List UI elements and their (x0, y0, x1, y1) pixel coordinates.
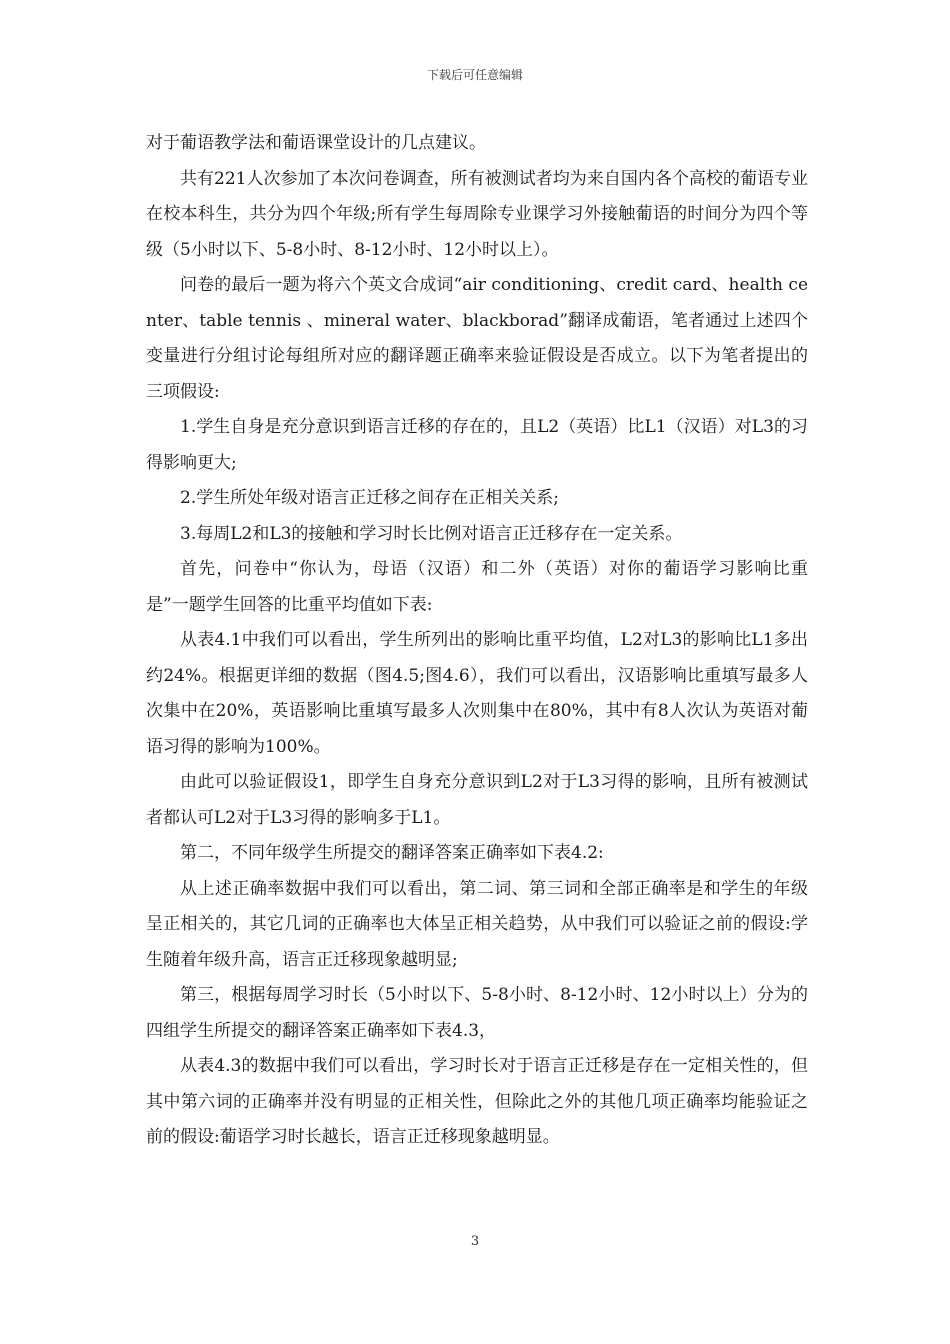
paragraph-11: 从上述正确率数据中我们可以看出，第二词、第三词和全部正确率是和学生的年级呈正相关的，其它几词的正确率也大体呈正相关趋势，从中我们可以验证之前的假设:学生随着年级升高，语言正迁移现象越明显; (146, 878, 808, 970)
paragraph-3: 问卷的最后一题为将六个英文合成词“air conditioning、credit card、health center、table tennis 、mineral water、blackborad”翻译成葡语，笔者通过上述四个变量进行分组讨论每组所对应的翻译题正确率来验证假设是否成立。以下为笔者提出的三项假设: (146, 275, 808, 402)
paragraph-8: 从表4.1中我们可以看出，学生所列出的影响比重平均值，L2对L3的影响比L1多出约24%。根据更详细的数据（图4.5;图4.6），我们可以看出，汉语影响比重填写最多人次集中在20%，英语影响比重填写最多人次则集中在80%，其中有8人次认为英语对葡语习得的影响为100%。 (146, 630, 808, 757)
paragraph-7: 首先，问卷中“你认为，母语（汉语）和二外（英语）对你的葡语学习影响比重是”一题学生回答的比重平均值如下表: (146, 559, 808, 615)
document-body (146, 126, 808, 1156)
hypothesis-1: 1.学生自身是充分意识到语言迁移的存在的，且L2（英语）比L1（汉语）对L3的习得影响更大; (146, 417, 808, 473)
paragraph-2: 共有221人次参加了本次问卷调查，所有被测试者均为来自国内各个高校的葡语专业在校本科生，共分为四个年级;所有学生每周除专业课学习外接触葡语的时间分为四个等级（5小时以下、5-8小时、8-12小时、12小时以上）。 (146, 168, 808, 260)
paragraph-1: 对于葡语教学法和葡语课堂设计的几点建议。 (146, 133, 486, 153)
hypothesis-2: 2.学生所处年级对语言正迁移之间存在正相关关系; (180, 488, 559, 508)
page-header: 下载后可任意编辑 (426, 68, 523, 82)
hypothesis-3: 3.每周L2和L3的接触和学习时长比例对语言正迁移存在一定关系。 (180, 523, 683, 544)
page-number: 3 (470, 1234, 480, 1249)
paragraph-12: 第三，根据每周学习时长（5小时以下、5-8小时、8-12小时、12小时以上）分为的四组学生所提交的翻译答案正确率如下表4.3， (146, 985, 808, 1041)
paragraph-10: 第二，不同年级学生所提交的翻译答案正确率如下表4.2: (180, 843, 604, 863)
paragraph-9: 由此可以验证假设1，即学生自身充分意识到L2对于L3习得的影响，且所有被测试者都认可L2对于L3习得的影响多于L1。 (146, 772, 808, 828)
paragraph-13: 从表4.3的数据中我们可以看出，学习时长对于语言正迁移是存在一定相关性的，但其中第六词的正确率并没有明显的正相关性，但除此之外的其他几项正确率均能验证之前的假设:葡语学习时长越长，语言正迁移现象越明显。 (146, 1056, 808, 1147)
